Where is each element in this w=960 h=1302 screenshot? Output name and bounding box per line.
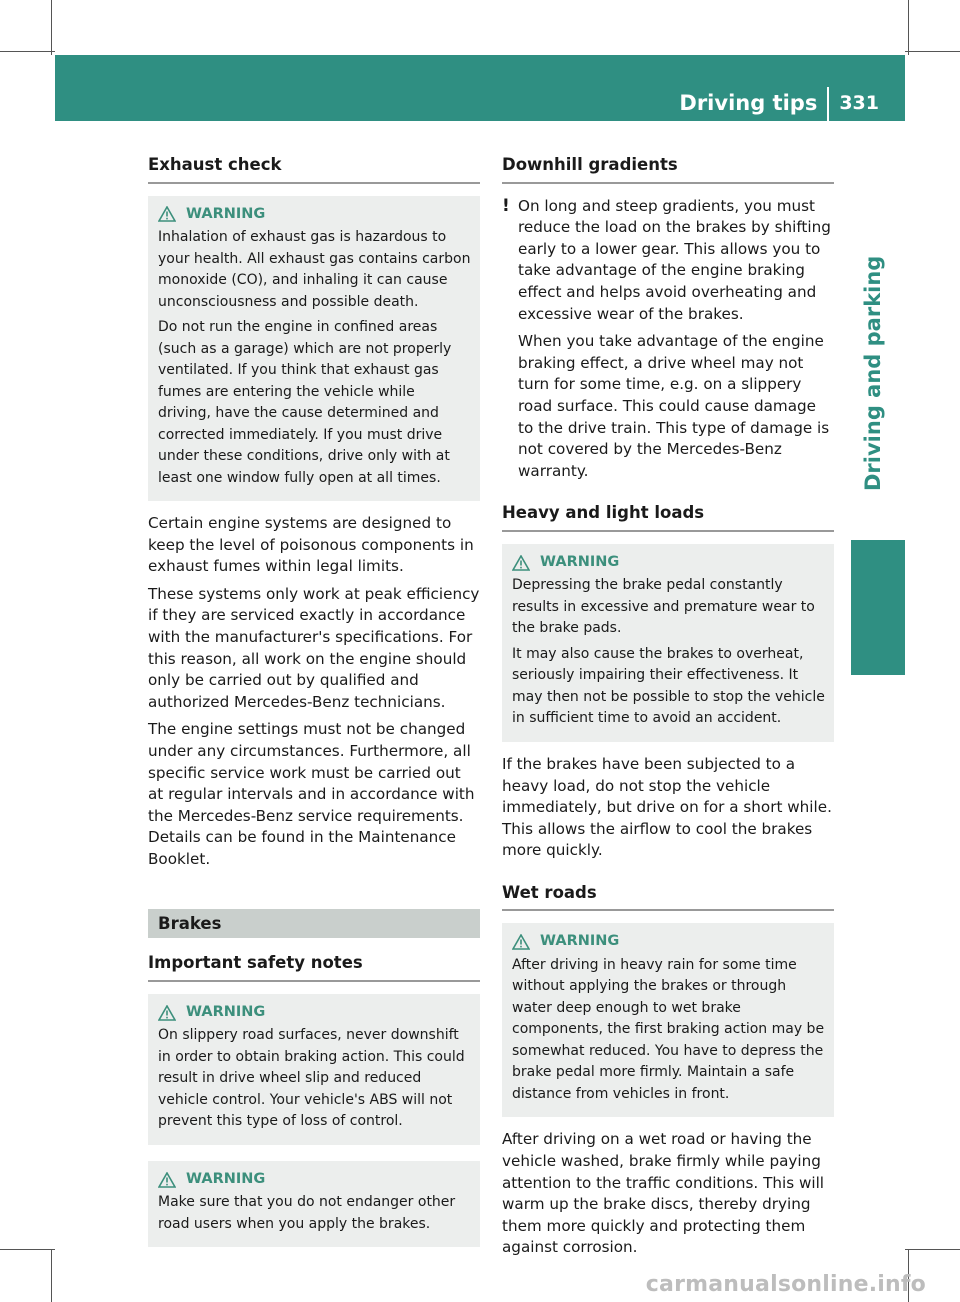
warning-triangle-icon [512, 555, 530, 571]
warning-triangle-icon [512, 934, 530, 950]
crop-mark [908, 0, 909, 55]
loads-heading: Heavy and light loads [502, 496, 834, 532]
note-text: When you take advantage of the engine braking effect, a drive wheel may not turn for some time, e.g. on a slippery road surface. This could cause damage to the drive train. This type of damage is not covered by the Mercedes-Benz warranty. [518, 332, 830, 480]
warning-header [512, 931, 826, 953]
wet-roads-heading: Wet roads [502, 876, 834, 912]
page-number: 331 [839, 92, 879, 115]
body-paragraph: The engine settings must not be changed under any circumstances. Furthermore, all specific service work must be carried out at regular intervals and in accordance with the Mercedes-Benz service requirements. Details can be found in the Maintenance Booklet. [148, 720, 475, 868]
warning-text: Inhalation of exhaust gas is hazardous to your health. All exhaust gas contains carbon monoxide (CO), and inhaling it can cause unconsciousness and possible death. [158, 229, 471, 310]
warning-triangle-icon [158, 1172, 176, 1188]
warning-text: After driving in heavy rain for some time without applying the brakes or through water deep enough to wet brake components, the first braking action may be somewhat reduced. You have to depress the brake pedal more firmly. Maintain a safe distance from vehicles in front. [512, 956, 825, 1102]
warning-header [158, 204, 472, 226]
warning-text: On slippery road surfaces, never downshift in order to obtain braking action. This could result in drive wheel slip and reduced vehicle control. Your vehicle's ABS will not prevent this type of loss of control. [158, 1027, 465, 1130]
header-divider [827, 87, 829, 121]
warning-triangle-icon [158, 206, 176, 222]
page-header [55, 55, 905, 121]
right-column [502, 148, 834, 1265]
warning-label: WARNING [540, 553, 620, 570]
exhaust-heading: Exhaust check [148, 148, 480, 184]
body-paragraph: After driving on a wet road or having the vehicle washed, brake firmly while paying attention to the traffic conditions. This will warm up the brake discs, thereby drying them more quickly and protecting them against corrosion. [502, 1130, 825, 1257]
body-paragraph: These systems only work at peak efficiency if they are serviced exactly in accordance with the manufacturer's specifications. For this reason, all work on the engine should only be carried out by qualified and authorized Mercedes-Benz technicians. [148, 584, 480, 711]
warning-box [148, 994, 480, 1145]
warning-text: Make sure that you do not endanger other road users when you apply the brakes. [158, 1194, 456, 1232]
crop-mark [0, 51, 55, 52]
crop-mark [0, 1249, 55, 1250]
body-paragraph: Certain engine systems are designed to keep the level of poisonous components in exhaust fumes within legal limits. [148, 514, 474, 576]
watermark: carmanualsonline.info [645, 1272, 926, 1298]
warning-header [512, 552, 826, 574]
body-paragraph: If the brakes have been subjected to a heavy load, do not stop the vehicle immediately, but drive on for a short while. This allows the airflow to cool the brakes more quickly. [502, 754, 832, 860]
safety-heading: Important safety notes [148, 946, 480, 982]
exclamation-icon: ! [502, 195, 510, 216]
left-column [148, 148, 480, 1259]
warning-box [148, 1161, 480, 1248]
note-text: On long and steep gradients, you must reduce the load on the brakes by shifting early to a lower gear. This allows you to take advantage of the engine braking effect and helps avoid overheating and excessive wear of the brakes. [518, 196, 831, 323]
crop-mark [51, 1249, 52, 1302]
crop-mark [905, 1249, 960, 1250]
side-tab-label: Driving and parking [861, 255, 885, 491]
warning-header [158, 1002, 472, 1024]
warning-label: WARNING [186, 1170, 266, 1187]
warning-triangle-icon [158, 1005, 176, 1021]
warning-box [148, 196, 480, 502]
brakes-section-title: Brakes [148, 909, 480, 939]
side-tab [851, 121, 905, 531]
warning-label: WARNING [186, 205, 266, 222]
side-tab-block [851, 540, 905, 675]
crop-mark [905, 51, 960, 52]
downhill-heading: Downhill gradients [502, 148, 834, 184]
note-block [502, 196, 834, 483]
warning-box [502, 923, 834, 1117]
warning-label: WARNING [186, 1003, 266, 1020]
crop-mark [51, 0, 52, 55]
warning-text: It may also cause the brakes to overheat, seriously impairing their effectiveness. It may then not be possible to stop the vehicle in sufficient time to avoid an accident. [512, 645, 825, 727]
warning-box [502, 544, 834, 742]
warning-text: Do not run the engine in confined areas (such as a garage) which are not properly ventilated. If you think that exhaust gas fumes are entering the vehicle while driving, have the cause determined and corrected immediately. If you must drive under these conditions, drive only with at least one window fully open at all times. [158, 319, 452, 486]
warning-header [158, 1169, 472, 1191]
page-title: Driving tips [679, 91, 818, 116]
warning-text: Depressing the brake pedal constantly results in excessive and premature wear to the brake pads. [512, 577, 815, 637]
warning-label: WARNING [540, 933, 620, 950]
